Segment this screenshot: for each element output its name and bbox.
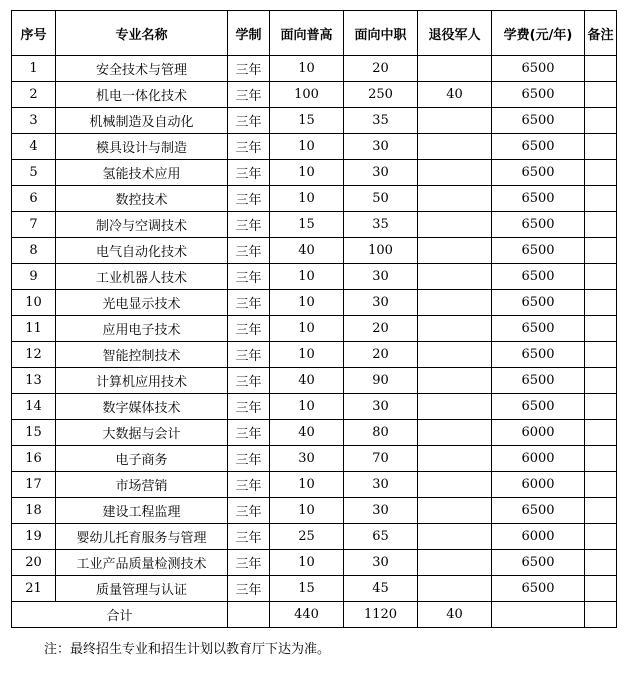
cell-index: 13 [12, 368, 56, 394]
cell-major: 机电一体化技术 [56, 82, 228, 108]
cell-vocational: 30 [344, 472, 418, 498]
total-label: 合计 [12, 602, 228, 628]
cell-veterans [418, 550, 492, 576]
cell-veterans [418, 212, 492, 238]
total-row [12, 602, 617, 628]
cell-veterans [418, 134, 492, 160]
enrollment-plan-table [11, 10, 617, 628]
cell-major: 应用电子技术 [56, 316, 228, 342]
cell-tuition: 6500 [492, 82, 585, 108]
table-row [12, 82, 617, 108]
cell-general-high: 25 [270, 524, 344, 550]
cell-general-high: 10 [270, 394, 344, 420]
cell-veterans [418, 108, 492, 134]
cell-duration: 三年 [228, 108, 270, 134]
cell-tuition: 6500 [492, 212, 585, 238]
cell-veterans [418, 160, 492, 186]
cell-duration: 三年 [228, 160, 270, 186]
cell-major: 计算机应用技术 [56, 368, 228, 394]
cell-tuition: 6500 [492, 316, 585, 342]
table-row [12, 524, 617, 550]
cell-index: 14 [12, 394, 56, 420]
cell-vocational: 30 [344, 264, 418, 290]
cell-duration: 三年 [228, 394, 270, 420]
cell-index: 20 [12, 550, 56, 576]
cell-vocational: 30 [344, 134, 418, 160]
cell-remarks [585, 238, 617, 264]
cell-general-high: 40 [270, 238, 344, 264]
cell-vocational: 20 [344, 342, 418, 368]
cell-major: 光电显示技术 [56, 290, 228, 316]
cell-tuition: 6500 [492, 160, 585, 186]
cell-remarks [585, 576, 617, 602]
table-row [12, 134, 617, 160]
cell-index: 12 [12, 342, 56, 368]
cell-duration: 三年 [228, 472, 270, 498]
cell-veterans [418, 472, 492, 498]
cell-tuition: 6500 [492, 576, 585, 602]
cell-duration: 三年 [228, 82, 270, 108]
cell-duration: 三年 [228, 290, 270, 316]
cell-remarks [585, 394, 617, 420]
cell-vocational: 35 [344, 108, 418, 134]
cell-general-high: 10 [270, 160, 344, 186]
table-header [12, 11, 617, 56]
cell-remarks [585, 108, 617, 134]
cell-general-high: 40 [270, 420, 344, 446]
cell-tuition: 6500 [492, 550, 585, 576]
col-header-duration: 学制 [228, 11, 270, 56]
cell-duration: 三年 [228, 420, 270, 446]
cell-duration: 三年 [228, 56, 270, 82]
cell-duration: 三年 [228, 446, 270, 472]
cell-duration: 三年 [228, 550, 270, 576]
cell-vocational: 20 [344, 316, 418, 342]
cell-vocational: 35 [344, 212, 418, 238]
cell-index: 1 [12, 56, 56, 82]
cell-veterans [418, 186, 492, 212]
cell-remarks [585, 368, 617, 394]
table-row [12, 394, 617, 420]
total-vocational: 1120 [344, 602, 418, 628]
cell-remarks [585, 498, 617, 524]
cell-remarks [585, 446, 617, 472]
cell-major: 数控技术 [56, 186, 228, 212]
cell-tuition: 6500 [492, 342, 585, 368]
cell-vocational: 30 [344, 498, 418, 524]
cell-general-high: 10 [270, 498, 344, 524]
table-row [12, 368, 617, 394]
cell-duration: 三年 [228, 264, 270, 290]
cell-veterans [418, 420, 492, 446]
cell-index: 9 [12, 264, 56, 290]
cell-index: 11 [12, 316, 56, 342]
cell-tuition: 6500 [492, 238, 585, 264]
cell-index: 15 [12, 420, 56, 446]
cell-vocational: 80 [344, 420, 418, 446]
cell-major: 制冷与空调技术 [56, 212, 228, 238]
table-row [12, 446, 617, 472]
cell-duration: 三年 [228, 134, 270, 160]
cell-index: 6 [12, 186, 56, 212]
cell-remarks [585, 342, 617, 368]
cell-vocational: 45 [344, 576, 418, 602]
cell-remarks [585, 134, 617, 160]
cell-veterans [418, 446, 492, 472]
cell-duration: 三年 [228, 238, 270, 264]
cell-veterans [418, 368, 492, 394]
total-remarks [585, 602, 617, 628]
cell-vocational: 50 [344, 186, 418, 212]
cell-major: 建设工程监理 [56, 498, 228, 524]
table-row [12, 498, 617, 524]
cell-veterans [418, 238, 492, 264]
cell-major: 工业产品质量检测技术 [56, 550, 228, 576]
cell-tuition: 6500 [492, 108, 585, 134]
cell-vocational: 65 [344, 524, 418, 550]
cell-tuition: 6500 [492, 498, 585, 524]
cell-veterans [418, 576, 492, 602]
cell-vocational: 20 [344, 56, 418, 82]
cell-major: 智能控制技术 [56, 342, 228, 368]
cell-tuition: 6000 [492, 472, 585, 498]
total-duration [228, 602, 270, 628]
cell-veterans [418, 394, 492, 420]
cell-general-high: 30 [270, 446, 344, 472]
cell-remarks [585, 186, 617, 212]
cell-tuition: 6000 [492, 524, 585, 550]
cell-veterans [418, 524, 492, 550]
table-row [12, 160, 617, 186]
cell-index: 19 [12, 524, 56, 550]
table-body [12, 56, 617, 628]
cell-index: 16 [12, 446, 56, 472]
cell-general-high: 15 [270, 108, 344, 134]
cell-general-high: 10 [270, 134, 344, 160]
cell-index: 5 [12, 160, 56, 186]
cell-index: 10 [12, 290, 56, 316]
cell-vocational: 30 [344, 160, 418, 186]
cell-tuition: 6000 [492, 420, 585, 446]
cell-tuition: 6500 [492, 134, 585, 160]
cell-major: 数字媒体技术 [56, 394, 228, 420]
cell-general-high: 10 [270, 472, 344, 498]
cell-major: 工业机器人技术 [56, 264, 228, 290]
cell-major: 质量管理与认证 [56, 576, 228, 602]
cell-index: 4 [12, 134, 56, 160]
cell-duration: 三年 [228, 498, 270, 524]
table-row [12, 186, 617, 212]
cell-index: 21 [12, 576, 56, 602]
cell-major: 市场营销 [56, 472, 228, 498]
cell-index: 7 [12, 212, 56, 238]
table-row [12, 238, 617, 264]
cell-general-high: 10 [270, 186, 344, 212]
cell-tuition: 6500 [492, 264, 585, 290]
col-header-vocational: 面向中职 [344, 11, 418, 56]
cell-vocational: 100 [344, 238, 418, 264]
cell-vocational: 30 [344, 550, 418, 576]
table-row [12, 316, 617, 342]
cell-major: 婴幼儿托育服务与管理 [56, 524, 228, 550]
table-row [12, 550, 617, 576]
cell-duration: 三年 [228, 186, 270, 212]
col-header-general-high: 面向普高 [270, 11, 344, 56]
cell-vocational: 70 [344, 446, 418, 472]
cell-tuition: 6500 [492, 56, 585, 82]
cell-general-high: 10 [270, 316, 344, 342]
table-row [12, 264, 617, 290]
cell-duration: 三年 [228, 342, 270, 368]
cell-general-high: 100 [270, 82, 344, 108]
cell-vocational: 30 [344, 290, 418, 316]
col-header-index: 序号 [12, 11, 56, 56]
cell-major: 电子商务 [56, 446, 228, 472]
cell-remarks [585, 316, 617, 342]
cell-veterans [418, 264, 492, 290]
cell-veterans [418, 498, 492, 524]
cell-major: 机械制造及自动化 [56, 108, 228, 134]
cell-index: 18 [12, 498, 56, 524]
cell-general-high: 10 [270, 56, 344, 82]
table-row [12, 472, 617, 498]
col-header-remarks: 备注 [585, 11, 617, 56]
table-row [12, 212, 617, 238]
cell-duration: 三年 [228, 212, 270, 238]
total-general-high: 440 [270, 602, 344, 628]
cell-tuition: 6500 [492, 290, 585, 316]
footnote: 注：最终招生专业和招生计划以教育厅下达为准。 [44, 642, 331, 657]
table-row [12, 342, 617, 368]
cell-remarks [585, 264, 617, 290]
cell-duration: 三年 [228, 524, 270, 550]
cell-duration: 三年 [228, 316, 270, 342]
cell-major: 大数据与会计 [56, 420, 228, 446]
total-tuition [492, 602, 585, 628]
cell-vocational: 90 [344, 368, 418, 394]
table-row [12, 108, 617, 134]
cell-general-high: 40 [270, 368, 344, 394]
cell-index: 2 [12, 82, 56, 108]
cell-major: 安全技术与管理 [56, 56, 228, 82]
header-row [12, 11, 617, 56]
cell-index: 3 [12, 108, 56, 134]
table-row [12, 420, 617, 446]
cell-major: 模具设计与制造 [56, 134, 228, 160]
cell-tuition: 6500 [492, 394, 585, 420]
table-row [12, 56, 617, 82]
cell-tuition: 6500 [492, 186, 585, 212]
cell-veterans [418, 342, 492, 368]
total-veterans: 40 [418, 602, 492, 628]
table-row [12, 290, 617, 316]
cell-vocational: 250 [344, 82, 418, 108]
cell-tuition: 6000 [492, 446, 585, 472]
cell-general-high: 10 [270, 550, 344, 576]
cell-veterans: 40 [418, 82, 492, 108]
cell-index: 8 [12, 238, 56, 264]
cell-remarks [585, 550, 617, 576]
cell-remarks [585, 82, 617, 108]
col-header-tuition: 学费(元/年) [492, 11, 585, 56]
cell-duration: 三年 [228, 576, 270, 602]
cell-general-high: 10 [270, 264, 344, 290]
col-header-major: 专业名称 [56, 11, 228, 56]
cell-general-high: 10 [270, 290, 344, 316]
cell-duration: 三年 [228, 368, 270, 394]
cell-index: 17 [12, 472, 56, 498]
col-header-veterans: 退役军人 [418, 11, 492, 56]
cell-general-high: 15 [270, 576, 344, 602]
cell-major: 氢能技术应用 [56, 160, 228, 186]
table-row [12, 576, 617, 602]
cell-remarks [585, 420, 617, 446]
cell-remarks [585, 290, 617, 316]
cell-remarks [585, 524, 617, 550]
cell-remarks [585, 212, 617, 238]
cell-remarks [585, 472, 617, 498]
cell-general-high: 15 [270, 212, 344, 238]
cell-vocational: 30 [344, 394, 418, 420]
cell-remarks [585, 160, 617, 186]
cell-general-high: 10 [270, 342, 344, 368]
cell-remarks [585, 56, 617, 82]
cell-tuition: 6500 [492, 368, 585, 394]
cell-veterans [418, 316, 492, 342]
cell-veterans [418, 56, 492, 82]
cell-veterans [418, 290, 492, 316]
cell-major: 电气自动化技术 [56, 238, 228, 264]
